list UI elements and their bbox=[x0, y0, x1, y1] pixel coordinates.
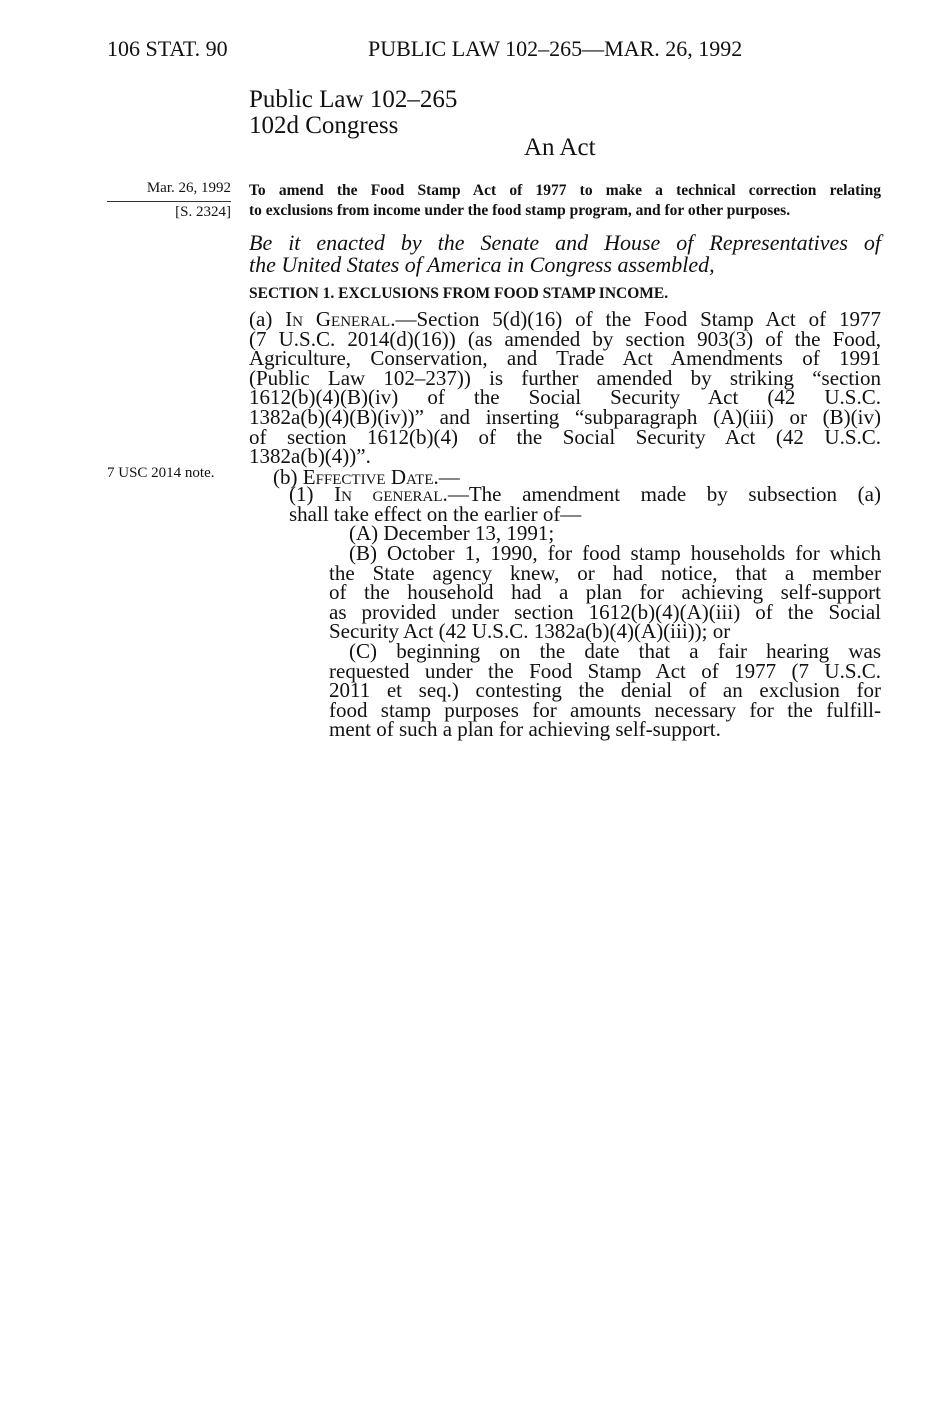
body-line: the State agency knew, or had notice, that a member bbox=[329, 560, 881, 585]
an-act-heading: An Act bbox=[524, 134, 596, 161]
body-line: 1382a(b)(4)(B)(iv))” and inserting “subparagraph (A)(iii) or (B)(iv) bbox=[249, 404, 881, 429]
body-line: Security Act (42 U.S.C. 1382a(b)(4)(A)(iii)); or bbox=[329, 619, 731, 644]
body-line: of the household had a plan for achieving self-support bbox=[329, 580, 881, 605]
body-line: shall take effect on the earlier of— bbox=[289, 501, 582, 526]
law-number: Public Law 102–265 bbox=[249, 86, 458, 113]
body-line: as provided under section 1612(b)(4)(A)(iii) of the Social bbox=[329, 599, 881, 624]
subsection-label: (a) bbox=[249, 307, 286, 331]
body-line: (7 U.S.C. 2014(d)(16)) (as amended by section 903(3) of the Food, bbox=[249, 326, 881, 351]
purpose-statement bbox=[249, 181, 881, 221]
body-line: requested under the Food Stamp Act of 1977 (7 U.S.C. bbox=[329, 658, 881, 683]
subsection-heading: In General. bbox=[285, 307, 396, 331]
subparagraph-b bbox=[329, 541, 881, 644]
margin-bill-number: [S. 2324] bbox=[175, 204, 231, 220]
margin-codification-note: 7 USC 2014 note. bbox=[107, 465, 215, 481]
enacting-line: the United States of America in Congress assembled, bbox=[249, 252, 715, 277]
body-line: (B) October 1, 1990, for food stamp households for which bbox=[349, 541, 881, 565]
subsection-text: —Section 5(d)(16) of the Food Stamp Act of 1977 bbox=[395, 307, 881, 331]
body-line: (Public Law 102–237)) is further amended by striking “section bbox=[249, 365, 881, 390]
body-line: 1382a(b)(4))”. bbox=[249, 444, 371, 469]
body-line: 1612(b)(4)(B)(iv) of the Social Security Act (42 U.S.C. bbox=[249, 385, 881, 410]
page-reference: 106 STAT. 90 bbox=[107, 36, 228, 61]
body-line: Agriculture, Conservation, and Trade Act Amendments of 1991 bbox=[249, 346, 881, 371]
section-heading: SECTION 1. EXCLUSIONS FROM FOOD STAMP INCOME. bbox=[249, 285, 669, 302]
margin-date: Mar. 26, 1992 bbox=[146, 180, 231, 196]
paragraph-1 bbox=[289, 482, 881, 526]
paragraph-text: —The amendment made by subsection (a) bbox=[447, 482, 881, 506]
body-line: ment of such a plan for achieving self-support. bbox=[329, 717, 721, 742]
body-line: 2011 et seq.) contesting the denial of an exclusion for bbox=[329, 678, 881, 703]
purpose-line: to exclusions from income under the food stamp program, and for other purposes. bbox=[249, 202, 791, 219]
enacting-line: Be it enacted by the Senate and House of Representatives of bbox=[249, 230, 881, 255]
body-line: food stamp purposes for amounts necessary for the fulfill- bbox=[329, 697, 881, 722]
subsection-a bbox=[249, 307, 881, 469]
enacting-clause bbox=[249, 232, 881, 276]
subsection-dash: — bbox=[438, 465, 460, 489]
paragraph-heading: In general. bbox=[334, 482, 448, 506]
body-line: (A) December 13, 1991; bbox=[349, 521, 555, 545]
paragraph-label: (1) bbox=[289, 482, 335, 506]
body-line: of section 1612(b)(4) of the Social Security Act (42 U.S.C. bbox=[249, 424, 881, 449]
subsection-heading: Effective Date. bbox=[302, 465, 439, 489]
congress-number: 102d Congress bbox=[249, 112, 399, 139]
subsection-label: (b) bbox=[273, 465, 303, 489]
body-line: (C) beginning on the date that a fair hearing was bbox=[349, 639, 881, 663]
purpose-line: To amend the Food Stamp Act of 1977 to make a technical correction relating bbox=[249, 182, 881, 199]
running-title: PUBLIC LAW 102–265—MAR. 26, 1992 bbox=[368, 36, 743, 61]
margin-divider bbox=[107, 201, 231, 202]
subparagraph-c bbox=[329, 639, 881, 742]
